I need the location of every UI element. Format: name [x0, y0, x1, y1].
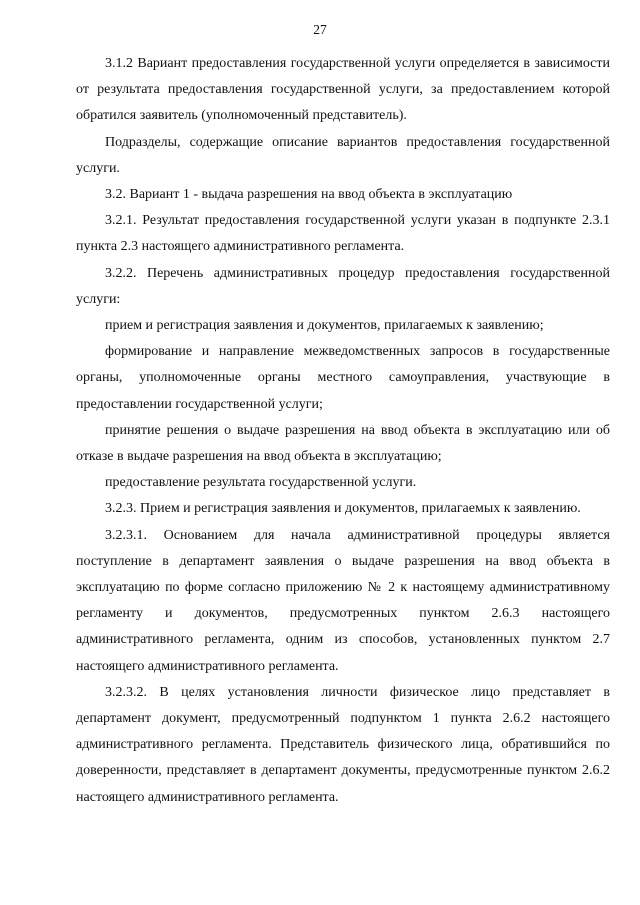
- paragraph-3-1-2: 3.1.2 Вариант предоставления государственной услуги определяется в зависимости от результата предоставления государственной услуги, за предоставлением которой обратился заявитель (уполномоченный представитель).: [76, 56, 610, 124]
- paragraph-3-2-3-1: 3.2.3.1. Основанием для начала административной процедуры является поступление в департамент заявления о выдаче разрешения на ввод объекта в эксплуатацию по форме согласно приложению № 2 к настоящему административному регламенту и документов, предусмотренных пунктом 2.6.3 настоящего административного регламента, одним из способов, установленных пунктом 2.7 настоящего административного регламента.: [76, 527, 610, 674]
- procedure-item-requests: формирование и направление межведомственных запросов в государственные органы, уполномоченные органы местного самоуправления, участвующие в предоставлении государственной услуги;: [76, 344, 610, 412]
- procedure-item-reception: прием и регистрация заявления и документов, прилагаемых к заявлению;: [105, 318, 544, 334]
- paragraph-3-2-1: 3.2.1. Результат предоставления государственной услуги указан в подпункте 2.3.1 пункта 2.3 настоящего административного регламента.: [76, 213, 610, 255]
- procedure-item-result: предоставление результата государственной услуги.: [105, 475, 417, 491]
- paragraph-3-2-2: 3.2.2. Перечень административных процедур предоставления государственной услуги:: [76, 265, 610, 307]
- paragraph-3-2-3: 3.2.3. Прием и регистрация заявления и документов, прилагаемых к заявлению.: [105, 501, 581, 517]
- paragraph-3-2-heading: 3.2. Вариант 1 - выдача разрешения на ввод объекта в эксплуатацию: [105, 187, 513, 203]
- page-number: 27: [313, 22, 327, 37]
- paragraph-3-2-3-2: 3.2.3.2. В целях установления личности физическое лицо представляет в департамент документ, предусмотренный подпунктом 1 пункта 2.6.2 настоящего административного регламента. Представитель физического лица, обратившийся по доверенности, представляет в департамент документы, предусмотренные пунктом 2.6.2 настоящего административного регламента.: [76, 684, 610, 805]
- procedure-item-decision: принятие решения о выдаче разрешения на ввод объекта в эксплуатацию или об отказе в выдаче разрешения на ввод объекта в эксплуатацию;: [76, 422, 610, 465]
- paragraph-subsections: Подразделы, содержащие описание вариантов предоставления государственной услуги.: [76, 134, 610, 176]
- document-body: [76, 51, 610, 811]
